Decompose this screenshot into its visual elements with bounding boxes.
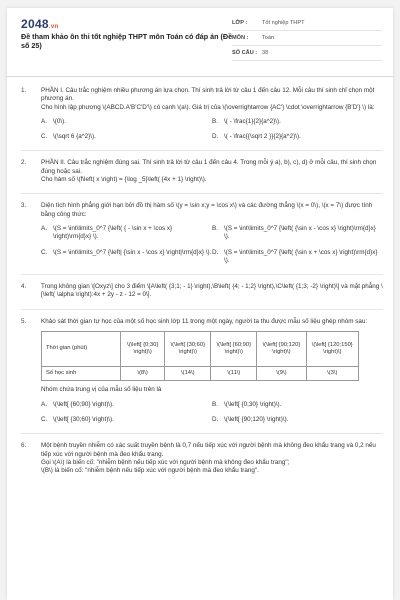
data-table (41, 331, 359, 381)
question-item (21, 87, 383, 141)
answer-option[interactable] (41, 401, 212, 409)
table-row-header: Số học sinh (42, 367, 121, 381)
option-text: \(S = \int\limits_0^7 {\left| {\sin x - \cos x} \right|\rm{d}x} \). (53, 248, 212, 256)
document-page (7, 8, 393, 600)
option-text: \(\sqrt 6 {a^2}\). (53, 133, 96, 141)
answer-options (41, 401, 383, 425)
question-text: Trong không gian \[Oxyz\] cho 3 điểm \[A\left( {3;1; - 1} \right),\B\left( {4; - 1;2} \right),\C\left( {1;3; -2} \right)\] và mặt phẳng \[\left( \alpha \right):4x + 2y - z - 12 = 0\]. (41, 283, 383, 299)
answer-option[interactable] (41, 416, 212, 424)
question-item (21, 318, 383, 425)
question-body (41, 159, 383, 184)
answer-option[interactable] (212, 225, 383, 242)
option-letter: C. (41, 133, 48, 141)
option-letter: A. (41, 400, 47, 408)
option-text: \( - \frac{1}{2}{a^2}\). (224, 117, 281, 125)
table-cell: \(\left[ {0;30} \right)\) (121, 332, 165, 367)
question-text: Cho hàm số \(f\left( x \right) = {\log _5}\left( {4x + 1} \right)\). (41, 176, 207, 184)
meta-row-count (232, 46, 382, 61)
divider (21, 309, 383, 310)
meta-key: SỐ CÂU : (232, 50, 258, 56)
answer-options (41, 118, 383, 142)
question-list (7, 77, 393, 476)
option-text: \(\left[ {90;120} \right)\). (224, 416, 289, 424)
option-text: \(\left[ {30;60} \right)\). (53, 416, 114, 424)
option-letter: A. (41, 224, 47, 232)
question-text: Gọi \(A\) là biến cố: "nhiễm bệnh nếu tiếp xúc với người bệnh mà không đeo khẩu trang"; (41, 458, 290, 466)
question-number: 1. (21, 87, 27, 94)
question-text: Cho hình lập phương \(ABCD.A'B'C'D'\) có cạnh \(a\). Giá trị của \(\overrightarrow {AC'} \cdot \overrightarrow {B'D'} \) là: (41, 103, 375, 111)
option-letter: C. (41, 416, 48, 424)
option-text: \(S = \int\limits_0^7 {\left( {\sin x - \cos x} \right)\rm{d}x} \). (224, 224, 376, 241)
table-cell: \(\left[ {60;90} \right)\) (211, 332, 257, 367)
document-header (7, 8, 393, 77)
option-letter: D. (212, 416, 219, 424)
answer-options (41, 225, 383, 265)
meta-value: 38 (262, 50, 269, 56)
answer-option[interactable] (41, 118, 212, 126)
meta-row-class (232, 16, 382, 31)
option-text: \(S = \int\limits_0^7 {\left( {\sin x + \cos x} \right)\rm{d}x} \). (224, 248, 378, 264)
table-row (42, 367, 359, 381)
option-letter: C. (41, 248, 48, 256)
logo-text: 2048 (21, 17, 49, 31)
question-text: \(B\) là biến cố: "nhiễm bệnh nếu tiếp xúc với người bệnh mà đeo khẩu trang". (41, 467, 259, 475)
answer-option[interactable] (212, 118, 383, 126)
question-item (21, 159, 383, 184)
question-text: PHẦN I. Câu trắc nghiệm nhiều phương án lựa chọn. Thí sinh trả lời từ câu 1 đến câu 12. Mỗi câu thí sinh chỉ chọn một phương án. (41, 87, 375, 103)
answer-option[interactable] (41, 249, 212, 266)
option-text: \(\left[ {0;30} \right)\). (224, 400, 282, 408)
meta-value: Toán (262, 35, 275, 41)
option-letter: B. (212, 117, 218, 125)
question-text: Khảo sát thời gian tự học của một số học sinh lớp 11 trong một ngày, người ta thu được mẫu số liệu ghép nhóm sau: (41, 317, 368, 325)
table-row-header: Thời gian (phút) (42, 332, 121, 367)
question-text: Nhóm chứa trung vị của mẫu số liệu trên là (41, 386, 162, 394)
question-item (21, 202, 383, 265)
table-cell: \(11\) (211, 367, 257, 381)
meta-key: LỚP : (232, 20, 248, 26)
question-text: Diện tích hình phẳng giới hạn bởi đồ thị hàm số \(y = \sin x;y = \cos x\) và các đường thẳng \(x = 0\), \(x = 7\) được tính bằng công thức: (41, 202, 373, 218)
divider (21, 150, 383, 151)
question-body (41, 283, 383, 300)
divider (21, 193, 383, 194)
option-letter: B. (212, 224, 218, 232)
question-body (41, 202, 383, 265)
question-text: PHẦN II. Câu trắc nghiệm đúng sai. Thí sinh trả lời từ câu 1 đến câu 4. Trong mỗi ý a), b), c), d) ở mỗi câu, thí sinh chọn đúng hoặc sai. (41, 159, 377, 175)
answer-option[interactable] (212, 249, 383, 266)
meta-key: MÔN : (232, 35, 249, 41)
answer-option[interactable] (41, 133, 212, 141)
question-item (21, 442, 383, 475)
site-logo[interactable] (21, 17, 58, 31)
question-body (41, 87, 383, 141)
answer-option[interactable] (212, 416, 383, 424)
question-number: 3. (21, 202, 27, 210)
table-cell: \(14\) (165, 367, 211, 381)
table-cell: \(3\) (306, 367, 358, 381)
table-cell: \(\left[ {120;150} \right)\) (306, 332, 358, 367)
option-letter: D. (212, 248, 219, 256)
option-letter: A. (41, 117, 47, 125)
divider (21, 274, 383, 275)
table-cell: \(9\) (257, 367, 306, 381)
option-text: \(S = \int\limits_0^7 {\left( { - \sin x + \cos x} \right)\rm{d}x} \). (53, 224, 173, 241)
option-text: \(\left[ {60;90} \right)\). (53, 400, 114, 408)
meta-row-subject (232, 31, 382, 46)
question-number: 4. (21, 283, 27, 291)
question-body (41, 318, 383, 425)
option-text: \(0\). (53, 117, 66, 125)
answer-option[interactable] (41, 225, 212, 242)
document-title: Đề tham khảo ôn thi tốt nghiệp THPT môn Toán có đáp án (Đề số 25) (21, 32, 233, 50)
question-item (21, 283, 383, 300)
table-cell: \(\left[ {90;120} \right)\) (257, 332, 306, 367)
meta-info (232, 16, 382, 61)
table-cell: \(\left[ {30;60} \right)\) (165, 332, 211, 367)
answer-option[interactable] (212, 133, 383, 141)
option-text: \( - \frac{{\sqrt 2 }}{2}{a^2}\). (224, 133, 301, 141)
option-letter: B. (212, 400, 218, 408)
question-number: 5. (21, 317, 27, 325)
meta-value: Tốt nghiệp THPT (262, 20, 305, 26)
table-cell: \(8\) (121, 367, 165, 381)
question-text: Một bệnh truyền nhiễm có xác suất truyền bệnh là 0,7 nếu tiếp xúc với người bệnh mà không đeo khẩu trang và 0,2 nếu tiếp xúc với người bệnh mà đeo khẩu trang. (41, 442, 376, 458)
table-row (42, 332, 359, 367)
question-number: 6. (21, 442, 27, 450)
logo-suffix: .vn (48, 24, 59, 30)
answer-option[interactable] (212, 401, 383, 409)
option-letter: D. (212, 133, 219, 141)
divider (21, 433, 383, 434)
question-body (41, 442, 383, 475)
question-number: 2. (21, 159, 27, 167)
